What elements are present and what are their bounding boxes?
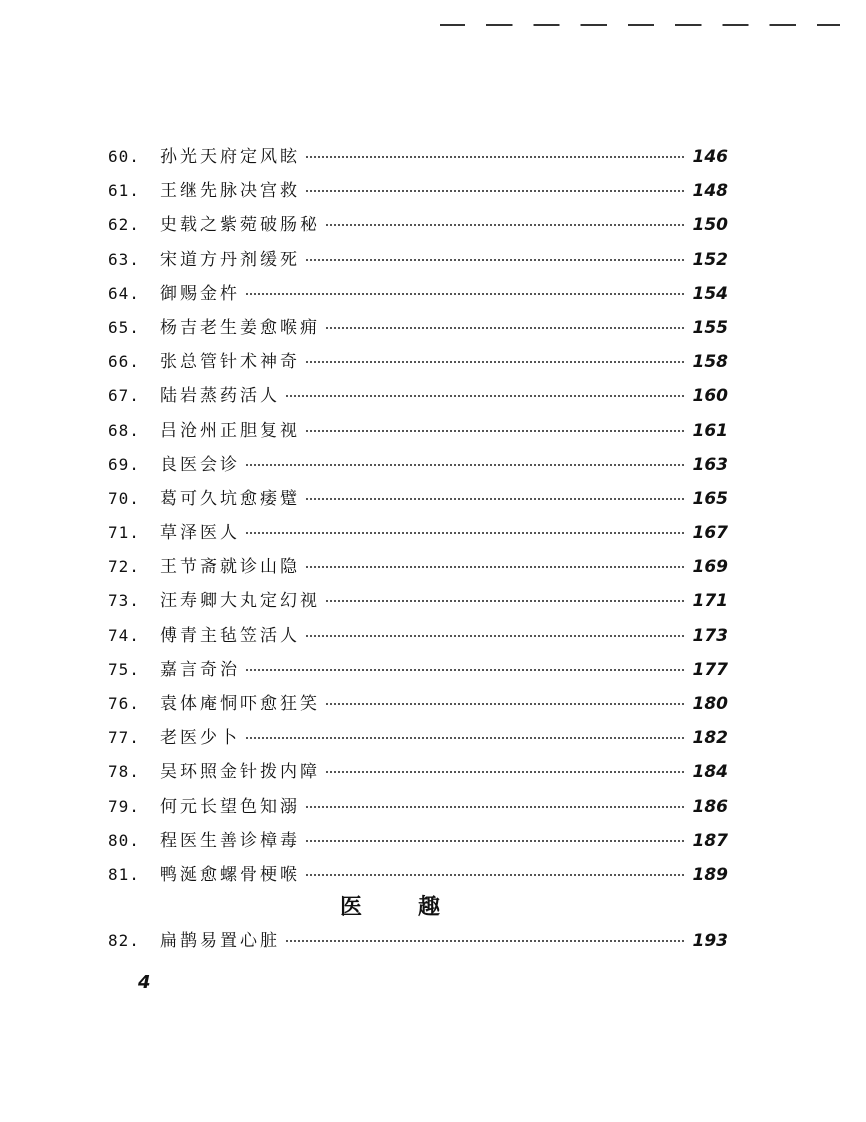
entry-page: 177 [692,659,728,680]
entry-number: 80. [108,830,140,850]
entry-number: 63. [108,249,140,269]
entry-number: 60. [108,147,140,166]
entry-title: 傅青主毡笠活人 [160,625,300,646]
toc-entry[interactable] [108,210,728,244]
leader-dots [246,293,684,295]
entry-number: 73. [108,591,140,611]
entry-title: 吴环照金针拨内障 [160,762,320,783]
leader-dots [326,327,684,329]
entry-number: 71. [108,523,140,543]
entry-title: 御赐金杵 [160,283,240,304]
entry-title: 草泽医人 [160,523,240,544]
toc-entry[interactable] [108,313,728,347]
entry-title: 杨吉老生姜愈喉痈 [160,317,320,338]
entry-page: 165 [692,488,728,509]
entry-title: 扁鹊易置心脏 [160,931,280,951]
leader-dots [306,566,684,568]
entry-title: 良医会诊 [160,454,240,475]
entry-page: 189 [692,864,728,885]
leader-dots [326,703,684,705]
leader-dots [286,395,684,397]
entry-title: 汪寿卿大丸定幻视 [160,591,320,612]
page-number: 4 [138,972,151,993]
toc-entry[interactable] [108,621,728,655]
leader-dots [326,224,684,226]
entry-number: 67. [108,386,140,406]
entry-number: 64. [108,283,140,303]
toc-entry[interactable] [108,381,728,415]
entry-title: 陆岩蒸药活人 [160,386,280,407]
entry-title: 鸭涎愈螺骨梗喉 [160,864,300,885]
entry-page: 160 [692,386,728,407]
entry-number: 82. [108,931,140,950]
leader-dots [306,156,684,158]
entry-number: 68. [108,420,140,440]
section-heading: 医趣 [339,894,496,920]
entry-title: 张总管针术神奇 [160,352,300,373]
entry-page: 187 [692,830,728,851]
entry-page: 186 [692,796,728,817]
toc-entry[interactable] [108,792,728,826]
header-rule [440,24,840,26]
toc-entry[interactable] [108,826,728,860]
entry-title: 袁体庵恫吓愈狂笑 [160,694,320,714]
toc-entry[interactable] [108,416,728,450]
entry-number: 75. [108,659,140,679]
entry-number: 77. [108,728,140,748]
leader-dots [246,669,684,671]
toc-entry[interactable] [108,347,728,381]
entry-number: 65. [108,317,140,337]
toc-entry[interactable] [108,484,728,518]
leader-dots [306,430,684,432]
leader-dots [306,874,684,876]
entry-page: 193 [692,931,728,951]
entry-page: 169 [692,557,728,578]
entry-number: 81. [108,864,140,884]
toc-entry[interactable] [108,655,728,689]
entry-title: 葛可久坑愈痿躄 [160,488,300,509]
toc-entry[interactable] [108,279,728,313]
entry-page: 158 [692,352,728,373]
leader-dots [246,532,684,534]
leader-dots [246,464,684,466]
toc-entry[interactable] [108,176,728,210]
leader-dots [306,635,684,637]
entry-title: 宋道方丹剂缓死 [160,249,300,270]
toc-entry[interactable] [108,450,728,484]
entry-page: 173 [692,625,728,646]
entry-page: 184 [692,762,728,783]
toc-entry[interactable] [108,757,728,791]
entry-number: 72. [108,557,140,577]
entry-page: 163 [692,454,728,475]
leader-dots [246,737,684,739]
entry-title: 史载之紫菀破肠秘 [160,215,320,236]
entry-number: 79. [108,796,140,816]
entry-title: 孙光天府定风眩 [160,147,300,167]
entry-title: 老医少卜 [160,728,240,749]
entry-title: 王继先脉决宫救 [160,181,300,202]
entry-number: 61. [108,181,140,201]
entry-number: 66. [108,352,140,372]
leader-dots [286,940,684,942]
entry-title: 程医生善诊樟毒 [160,830,300,851]
entry-number: 70. [108,488,140,508]
entry-page: 167 [692,523,728,544]
table-of-contents [108,142,728,894]
entry-number: 78. [108,762,140,782]
entry-page: 154 [692,283,728,304]
toc-entry[interactable] [108,860,728,894]
toc-entry[interactable] [108,552,728,586]
entry-number: 76. [108,694,140,713]
entry-number: 69. [108,454,140,474]
toc-entry[interactable] [108,142,728,176]
leader-dots [326,771,684,773]
leader-dots [306,190,684,192]
leader-dots [306,806,684,808]
leader-dots [306,361,684,363]
entry-page: 171 [692,591,728,612]
entry-title: 嘉言奇治 [160,659,240,680]
entry-page: 148 [692,181,728,202]
entry-page: 180 [692,694,728,714]
entry-title: 吕沧州正胆复视 [160,420,300,441]
entry-title: 王节斋就诊山隐 [160,557,300,578]
toc-entry[interactable] [108,586,728,620]
entry-page: 152 [692,249,728,270]
leader-dots [326,600,684,602]
leader-dots [306,259,684,261]
entry-number: 62. [108,215,140,235]
leader-dots [306,840,684,842]
entry-page: 182 [692,728,728,749]
entry-number: 74. [108,625,140,645]
entry-page: 155 [692,317,728,338]
entry-page: 146 [692,147,728,167]
toc-entry[interactable] [108,689,728,723]
entry-page: 150 [692,215,728,236]
entry-page: 161 [692,420,728,441]
entry-title: 何元长望色知溺 [160,796,300,817]
toc-entry[interactable] [108,926,728,960]
toc-entry[interactable] [108,723,728,757]
leader-dots [306,498,684,500]
toc-entry[interactable] [108,245,728,279]
toc-entry[interactable] [108,518,728,552]
